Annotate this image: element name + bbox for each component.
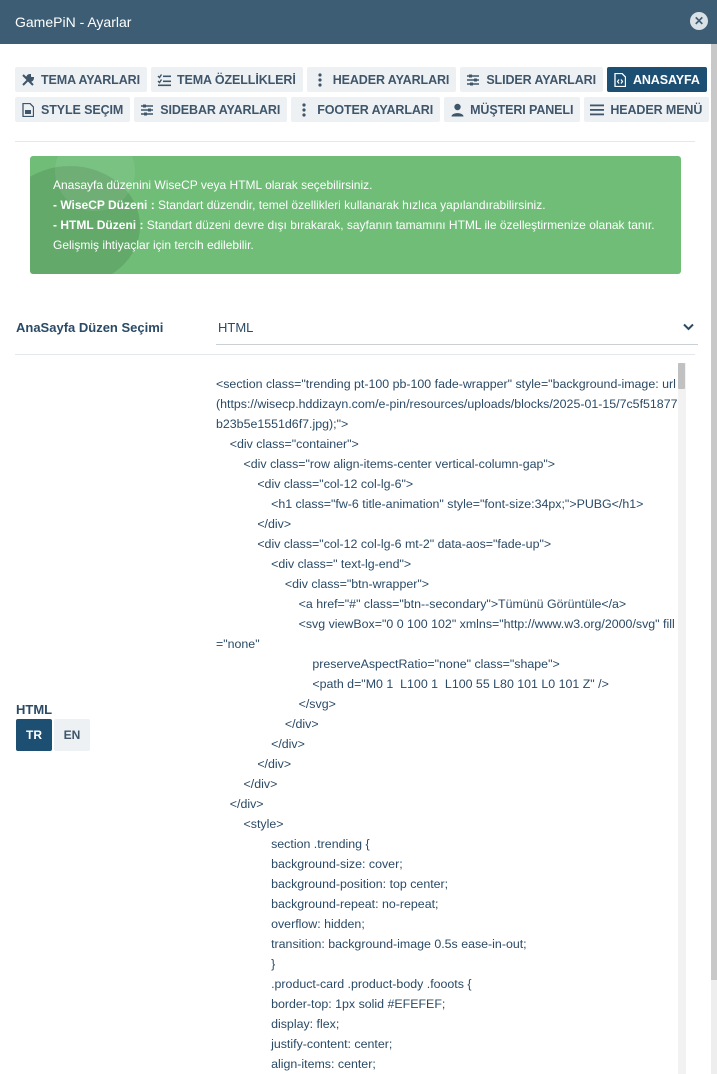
- tab-label: HEADER MENÜ: [610, 102, 703, 117]
- code-line: <div class="container">: [216, 437, 359, 451]
- vertical-dots-icon: [296, 102, 312, 118]
- code-line: <h1 class="fw-6 title-animation" style="font-size:34px;">PUBG</h1>: [216, 497, 644, 511]
- window-titlebar: [0, 0, 717, 44]
- tab-sidebar-ayarlari[interactable]: [134, 97, 287, 122]
- document-icon: [20, 102, 36, 118]
- editor-scrollbar-track[interactable]: [678, 363, 686, 1074]
- layout-select-label: AnaSayfa Düzen Seçimi: [16, 320, 164, 335]
- alert-html: [53, 215, 663, 255]
- code-line: <a href="#" class="btn--secondary">Tümünü Görüntüle</a>: [216, 597, 627, 611]
- divider: [15, 141, 695, 142]
- checklist-icon: [156, 72, 172, 88]
- html-code-editor[interactable]: [216, 374, 678, 1074]
- code-line: </div>: [216, 797, 264, 811]
- lang-en-button[interactable]: EN: [54, 719, 90, 751]
- tab-label: FOOTER AYARLARI: [317, 102, 434, 117]
- code-line: <div class="col-12 col-lg-6">: [216, 477, 414, 491]
- tab-label: SLIDER AYARLARI: [486, 72, 596, 87]
- code-line: background-repeat: no-repeat;: [216, 897, 439, 911]
- alert-intro: Anasayfa düzenini WiseCP veya HTML olarak seçebilirsiniz.: [53, 178, 373, 192]
- code-line: </div>: [216, 717, 319, 731]
- code-line: <div class=" text-lg-end">: [216, 557, 412, 571]
- window-title: GamePiN - Ayarlar: [15, 14, 132, 30]
- tab-label: ANASAYFA: [632, 72, 700, 87]
- code-line: justify-content: center;: [216, 1037, 393, 1051]
- code-line: background-position: top center;: [216, 877, 449, 891]
- code-line: </svg>: [216, 697, 336, 711]
- code-line: transition: background-image 0.5s ease-in-out;: [216, 937, 527, 951]
- tab-label: MÜŞTERI PANELI: [470, 102, 574, 117]
- settings-tabs: [15, 67, 703, 127]
- lang-tr-button[interactable]: TR: [16, 719, 52, 751]
- tab-tema-ozellikleri[interactable]: [151, 67, 303, 92]
- code-line: border-top: 1px solid #EFEFEF;: [216, 997, 446, 1011]
- alert-html-text: Standart düzeni devre dışı bırakarak, sayfanın tamamını HTML ile özelleştirmenize olanak tanır. Gelişmiş ihtiyaçlar için tercih edilebilir.: [53, 218, 655, 252]
- user-icon: [449, 102, 465, 118]
- code-line: </div>: [216, 777, 278, 791]
- code-line: <div class="row align-items-center vertical-column-gap">: [216, 457, 556, 471]
- alert-wisecp-title: - WiseCP Düzeni :: [53, 198, 155, 212]
- code-line: </div>: [216, 737, 305, 751]
- tab-style-secim[interactable]: [15, 97, 130, 122]
- alert-wisecp: [53, 195, 663, 215]
- code-line: </div>: [216, 757, 292, 771]
- tab-row-1: [15, 67, 700, 92]
- tab-tema-ayarlari[interactable]: [15, 67, 147, 92]
- tab-anasayfa[interactable]: [607, 67, 707, 92]
- code-line: <style>: [216, 817, 284, 831]
- layout-select[interactable]: [216, 310, 698, 345]
- close-icon[interactable]: ✕: [690, 12, 708, 30]
- window-scrollbar-thumb[interactable]: [711, 44, 717, 980]
- tab-header-ayarlari[interactable]: [307, 67, 457, 92]
- tab-label: HEADER AYARLARI: [332, 72, 450, 87]
- code-line: <section class="trending pt-100 pb-100 fade-wrapper" style="background-image: url(https://wisecp.hddizayn.com/e-pin/resources/uploads/blocks/2025-01-15/7c5f51877b23b5e1551d6f7.jpg);">: [216, 377, 678, 431]
- code-line: <svg viewBox="0 0 100 102" xmlns="http://www.w3.org/2000/svg" fill="none": [216, 617, 675, 651]
- editor-scrollbar-thumb[interactable]: [678, 363, 685, 389]
- layout-select-row: [15, 310, 695, 354]
- html-field-label: HTML: [16, 702, 53, 717]
- wrench-icon: [20, 72, 36, 88]
- info-alert: [30, 156, 681, 274]
- tab-footer-ayarlari[interactable]: [291, 97, 440, 122]
- code-line: .product-card .product-body .fooots {: [216, 977, 472, 991]
- divider: [15, 354, 695, 355]
- alert-body: [53, 175, 663, 255]
- language-switch: [16, 719, 90, 751]
- chevron-down-icon: [683, 319, 694, 334]
- alert-wisecp-text: Standart düzendir, temel özellikleri kullanarak hızlıca yapılandırabilirsiniz.: [154, 198, 546, 212]
- code-line: }: [216, 957, 276, 971]
- code-line: </div>: [216, 517, 292, 531]
- code-line: section .trending {: [216, 837, 370, 851]
- layout-select-value: HTML: [218, 320, 254, 335]
- tab-musteri-paneli[interactable]: [444, 97, 580, 122]
- tab-label: TEMA ÖZELLİKLERİ: [176, 72, 296, 87]
- sliders-icon: [139, 102, 155, 118]
- code-line: <div class="btn-wrapper">: [216, 577, 429, 591]
- tab-row-2: [15, 97, 703, 122]
- code-line: align-items: center;: [216, 1057, 376, 1071]
- tab-label: SIDEBAR AYARLARI: [160, 102, 281, 117]
- code-line: background-size: cover;: [216, 857, 403, 871]
- code-line: <path d="M0 1 L100 1 L100 55 L80 101 L0 101 Z" />: [216, 677, 609, 691]
- code-line: <div class="col-12 col-lg-6 mt-2" data-aos="fade-up">: [216, 537, 552, 551]
- code-line: display: flex;: [216, 1017, 340, 1031]
- tab-header-menu[interactable]: [584, 97, 709, 122]
- code-file-icon: [612, 72, 628, 88]
- alert-html-title: - HTML Düzeni :: [53, 218, 144, 232]
- tab-slider-ayarlari[interactable]: [460, 67, 603, 92]
- menu-icon: [589, 102, 605, 118]
- vertical-dots-icon: [312, 72, 328, 88]
- tab-label: TEMA AYARLARI: [41, 72, 140, 87]
- sliders-icon: [465, 72, 481, 88]
- code-line: overflow: hidden;: [216, 917, 365, 931]
- code-line: preserveAspectRatio="none" class="shape">: [216, 657, 560, 671]
- tab-label: STYLE SEÇIM: [41, 102, 124, 117]
